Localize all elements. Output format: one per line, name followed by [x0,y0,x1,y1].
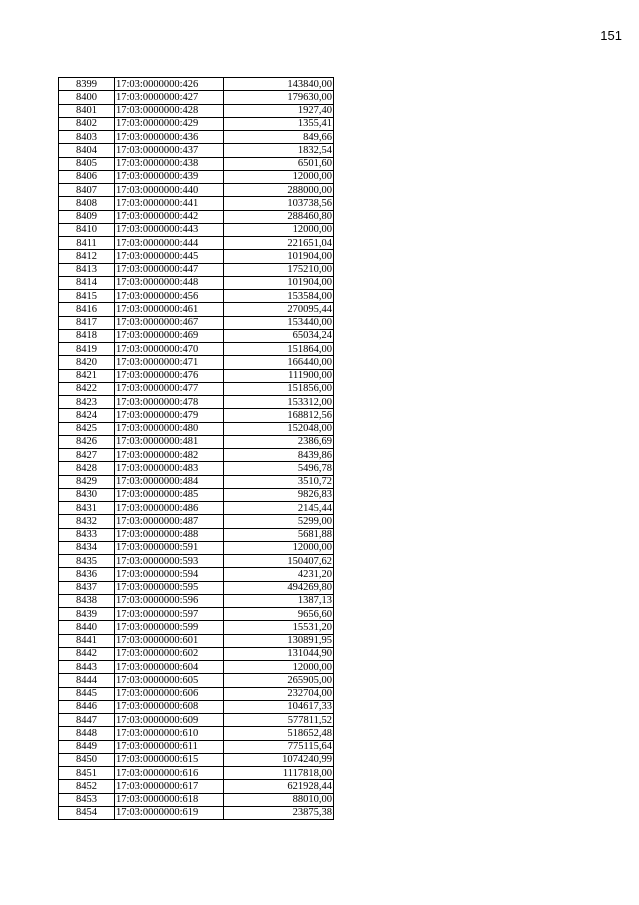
value-cell: 265905,00 [224,674,334,687]
row-number-cell: 8424 [59,409,115,422]
value-cell: 130891,95 [224,634,334,647]
cadastral-number-cell: 17:03:0000000:617 [115,780,224,793]
row-number-cell: 8433 [59,528,115,541]
cadastral-number-cell: 17:03:0000000:481 [115,435,224,448]
row-number-cell: 8449 [59,740,115,753]
value-cell: 518652,48 [224,727,334,740]
table-row [59,197,334,210]
value-cell: 88010,00 [224,793,334,806]
row-number-cell: 8448 [59,727,115,740]
cadastral-number-cell: 17:03:0000000:601 [115,634,224,647]
table-row [59,223,334,236]
cadastral-number-cell: 17:03:0000000:611 [115,740,224,753]
row-number-cell: 8440 [59,621,115,634]
value-cell: 150407,62 [224,555,334,568]
cadastral-number-cell: 17:03:0000000:604 [115,661,224,674]
value-cell: 2145,44 [224,502,334,515]
value-cell: 3510,72 [224,475,334,488]
value-cell: 577811,52 [224,714,334,727]
value-cell: 12000,00 [224,661,334,674]
value-cell: 15531,20 [224,621,334,634]
cadastral-number-cell: 17:03:0000000:440 [115,184,224,197]
cadastral-number-cell: 17:03:0000000:483 [115,462,224,475]
row-number-cell: 8411 [59,237,115,250]
cadastral-number-cell: 17:03:0000000:467 [115,316,224,329]
value-cell: 494269,80 [224,581,334,594]
data-table [58,77,334,820]
value-cell: 151864,00 [224,343,334,356]
table-row [59,276,334,289]
table-row [59,502,334,515]
table-row [59,515,334,528]
value-cell: 153312,00 [224,396,334,409]
cadastral-number-cell: 17:03:0000000:476 [115,369,224,382]
value-cell: 179630,00 [224,91,334,104]
cadastral-number-cell: 17:03:0000000:488 [115,528,224,541]
row-number-cell: 8414 [59,276,115,289]
table-body [59,78,334,820]
cadastral-number-cell: 17:03:0000000:429 [115,117,224,130]
table-row [59,117,334,130]
value-cell: 12000,00 [224,170,334,183]
value-cell: 168812,56 [224,409,334,422]
row-number-cell: 8454 [59,806,115,819]
cadastral-number-cell: 17:03:0000000:438 [115,157,224,170]
cadastral-number-cell: 17:03:0000000:471 [115,356,224,369]
table-row [59,329,334,342]
cadastral-number-cell: 17:03:0000000:436 [115,131,224,144]
cadastral-number-cell: 17:03:0000000:596 [115,594,224,607]
value-cell: 152048,00 [224,422,334,435]
cadastral-number-cell: 17:03:0000000:609 [115,714,224,727]
cadastral-number-cell: 17:03:0000000:608 [115,700,224,713]
row-number-cell: 8412 [59,250,115,263]
cadastral-number-cell: 17:03:0000000:615 [115,753,224,766]
table-row [59,422,334,435]
value-cell: 5681,88 [224,528,334,541]
row-number-cell: 8453 [59,793,115,806]
cadastral-number-cell: 17:03:0000000:485 [115,488,224,501]
row-number-cell: 8428 [59,462,115,475]
table-row [59,369,334,382]
table-row [59,144,334,157]
table-row [59,568,334,581]
table-row [59,78,334,91]
cadastral-number-cell: 17:03:0000000:591 [115,541,224,554]
cadastral-number-cell: 17:03:0000000:479 [115,409,224,422]
row-number-cell: 8427 [59,449,115,462]
value-cell: 111900,00 [224,369,334,382]
cadastral-number-cell: 17:03:0000000:595 [115,581,224,594]
row-number-cell: 8447 [59,714,115,727]
table-row [59,647,334,660]
cadastral-number-cell: 17:03:0000000:437 [115,144,224,157]
row-number-cell: 8434 [59,541,115,554]
cadastral-number-cell: 17:03:0000000:605 [115,674,224,687]
table-row [59,462,334,475]
cadastral-number-cell: 17:03:0000000:469 [115,329,224,342]
row-number-cell: 8423 [59,396,115,409]
value-cell: 849,66 [224,131,334,144]
value-cell: 5496,78 [224,462,334,475]
row-number-cell: 8431 [59,502,115,515]
cadastral-number-cell: 17:03:0000000:445 [115,250,224,263]
table-row [59,91,334,104]
value-cell: 104617,33 [224,700,334,713]
table-row [59,303,334,316]
table-row [59,555,334,568]
table-row [59,475,334,488]
table-row [59,488,334,501]
table-row [59,687,334,700]
table-row [59,714,334,727]
table-row [59,700,334,713]
table-row [59,104,334,117]
value-cell: 1927,40 [224,104,334,117]
row-number-cell: 8416 [59,303,115,316]
table-row [59,210,334,223]
cadastral-number-cell: 17:03:0000000:448 [115,276,224,289]
row-number-cell: 8426 [59,435,115,448]
row-number-cell: 8450 [59,753,115,766]
cadastral-number-cell: 17:03:0000000:427 [115,91,224,104]
value-cell: 131044,90 [224,647,334,660]
cadastral-number-cell: 17:03:0000000:461 [115,303,224,316]
row-number-cell: 8421 [59,369,115,382]
row-number-cell: 8403 [59,131,115,144]
row-number-cell: 8415 [59,290,115,303]
page-number: 151 [600,28,622,43]
row-number-cell: 8402 [59,117,115,130]
cadastral-number-cell: 17:03:0000000:444 [115,237,224,250]
row-number-cell: 8443 [59,661,115,674]
cadastral-number-cell: 17:03:0000000:426 [115,78,224,91]
row-number-cell: 8446 [59,700,115,713]
value-cell: 1832,54 [224,144,334,157]
value-cell: 621928,44 [224,780,334,793]
value-cell: 1117818,00 [224,767,334,780]
row-number-cell: 8401 [59,104,115,117]
table-row [59,594,334,607]
cadastral-number-cell: 17:03:0000000:456 [115,290,224,303]
value-cell: 232704,00 [224,687,334,700]
cadastral-number-cell: 17:03:0000000:477 [115,382,224,395]
row-number-cell: 8432 [59,515,115,528]
table-row [59,343,334,356]
table-row [59,170,334,183]
table-row [59,382,334,395]
row-number-cell: 8444 [59,674,115,687]
row-number-cell: 8452 [59,780,115,793]
value-cell: 288460,80 [224,210,334,223]
value-cell: 270095,44 [224,303,334,316]
row-number-cell: 8408 [59,197,115,210]
cadastral-number-cell: 17:03:0000000:602 [115,647,224,660]
table-row [59,131,334,144]
table-row [59,753,334,766]
row-number-cell: 8413 [59,263,115,276]
cadastral-number-cell: 17:03:0000000:597 [115,608,224,621]
value-cell: 101904,00 [224,276,334,289]
row-number-cell: 8420 [59,356,115,369]
value-cell: 9656,60 [224,608,334,621]
row-number-cell: 8451 [59,767,115,780]
row-number-cell: 8422 [59,382,115,395]
value-cell: 166440,00 [224,356,334,369]
table-row [59,541,334,554]
value-cell: 143840,00 [224,78,334,91]
value-cell: 12000,00 [224,223,334,236]
value-cell: 9826,83 [224,488,334,501]
table-row [59,449,334,462]
table-row [59,581,334,594]
value-cell: 101904,00 [224,250,334,263]
row-number-cell: 8425 [59,422,115,435]
table-row [59,409,334,422]
table-row [59,263,334,276]
cadastral-number-cell: 17:03:0000000:484 [115,475,224,488]
table-row [59,780,334,793]
cadastral-number-cell: 17:03:0000000:470 [115,343,224,356]
row-number-cell: 8419 [59,343,115,356]
value-cell: 1387,13 [224,594,334,607]
value-cell: 221651,04 [224,237,334,250]
value-cell: 153440,00 [224,316,334,329]
cadastral-number-cell: 17:03:0000000:487 [115,515,224,528]
cadastral-number-cell: 17:03:0000000:441 [115,197,224,210]
cadastral-number-cell: 17:03:0000000:593 [115,555,224,568]
cadastral-number-cell: 17:03:0000000:619 [115,806,224,819]
cadastral-number-cell: 17:03:0000000:439 [115,170,224,183]
table-row [59,396,334,409]
value-cell: 8439,86 [224,449,334,462]
cadastral-number-cell: 17:03:0000000:594 [115,568,224,581]
value-cell: 151856,00 [224,382,334,395]
row-number-cell: 8404 [59,144,115,157]
cadastral-number-cell: 17:03:0000000:606 [115,687,224,700]
row-number-cell: 8406 [59,170,115,183]
table-row [59,435,334,448]
cadastral-number-cell: 17:03:0000000:442 [115,210,224,223]
row-number-cell: 8418 [59,329,115,342]
table-row [59,316,334,329]
table-row [59,634,334,647]
table-row [59,806,334,819]
row-number-cell: 8407 [59,184,115,197]
cadastral-number-cell: 17:03:0000000:478 [115,396,224,409]
table-row [59,250,334,263]
table-row [59,608,334,621]
row-number-cell: 8430 [59,488,115,501]
table-row [59,157,334,170]
table-row [59,727,334,740]
value-cell: 65034,24 [224,329,334,342]
table-row [59,740,334,753]
row-number-cell: 8435 [59,555,115,568]
value-cell: 175210,00 [224,263,334,276]
table-row [59,767,334,780]
row-number-cell: 8399 [59,78,115,91]
row-number-cell: 8438 [59,594,115,607]
row-number-cell: 8442 [59,647,115,660]
cadastral-number-cell: 17:03:0000000:428 [115,104,224,117]
cadastral-number-cell: 17:03:0000000:447 [115,263,224,276]
cadastral-number-cell: 17:03:0000000:610 [115,727,224,740]
row-number-cell: 8400 [59,91,115,104]
row-number-cell: 8445 [59,687,115,700]
table-row [59,237,334,250]
row-number-cell: 8417 [59,316,115,329]
row-number-cell: 8439 [59,608,115,621]
table-row [59,290,334,303]
value-cell: 1074240,99 [224,753,334,766]
value-cell: 5299,00 [224,515,334,528]
row-number-cell: 8436 [59,568,115,581]
table-row [59,661,334,674]
value-cell: 4231,20 [224,568,334,581]
table-row [59,184,334,197]
cadastral-number-cell: 17:03:0000000:616 [115,767,224,780]
value-cell: 23875,38 [224,806,334,819]
row-number-cell: 8441 [59,634,115,647]
cadastral-number-cell: 17:03:0000000:599 [115,621,224,634]
row-number-cell: 8429 [59,475,115,488]
row-number-cell: 8410 [59,223,115,236]
table-row [59,621,334,634]
value-cell: 12000,00 [224,541,334,554]
value-cell: 153584,00 [224,290,334,303]
cadastral-number-cell: 17:03:0000000:482 [115,449,224,462]
cadastral-number-cell: 17:03:0000000:618 [115,793,224,806]
cadastral-number-cell: 17:03:0000000:480 [115,422,224,435]
value-cell: 6501,60 [224,157,334,170]
row-number-cell: 8409 [59,210,115,223]
value-cell: 775115,64 [224,740,334,753]
value-cell: 1355,41 [224,117,334,130]
table-row [59,793,334,806]
table-row [59,674,334,687]
table-row [59,356,334,369]
cadastral-number-cell: 17:03:0000000:443 [115,223,224,236]
table-row [59,528,334,541]
value-cell: 288000,00 [224,184,334,197]
value-cell: 103738,56 [224,197,334,210]
row-number-cell: 8405 [59,157,115,170]
row-number-cell: 8437 [59,581,115,594]
cadastral-number-cell: 17:03:0000000:486 [115,502,224,515]
value-cell: 2386,69 [224,435,334,448]
